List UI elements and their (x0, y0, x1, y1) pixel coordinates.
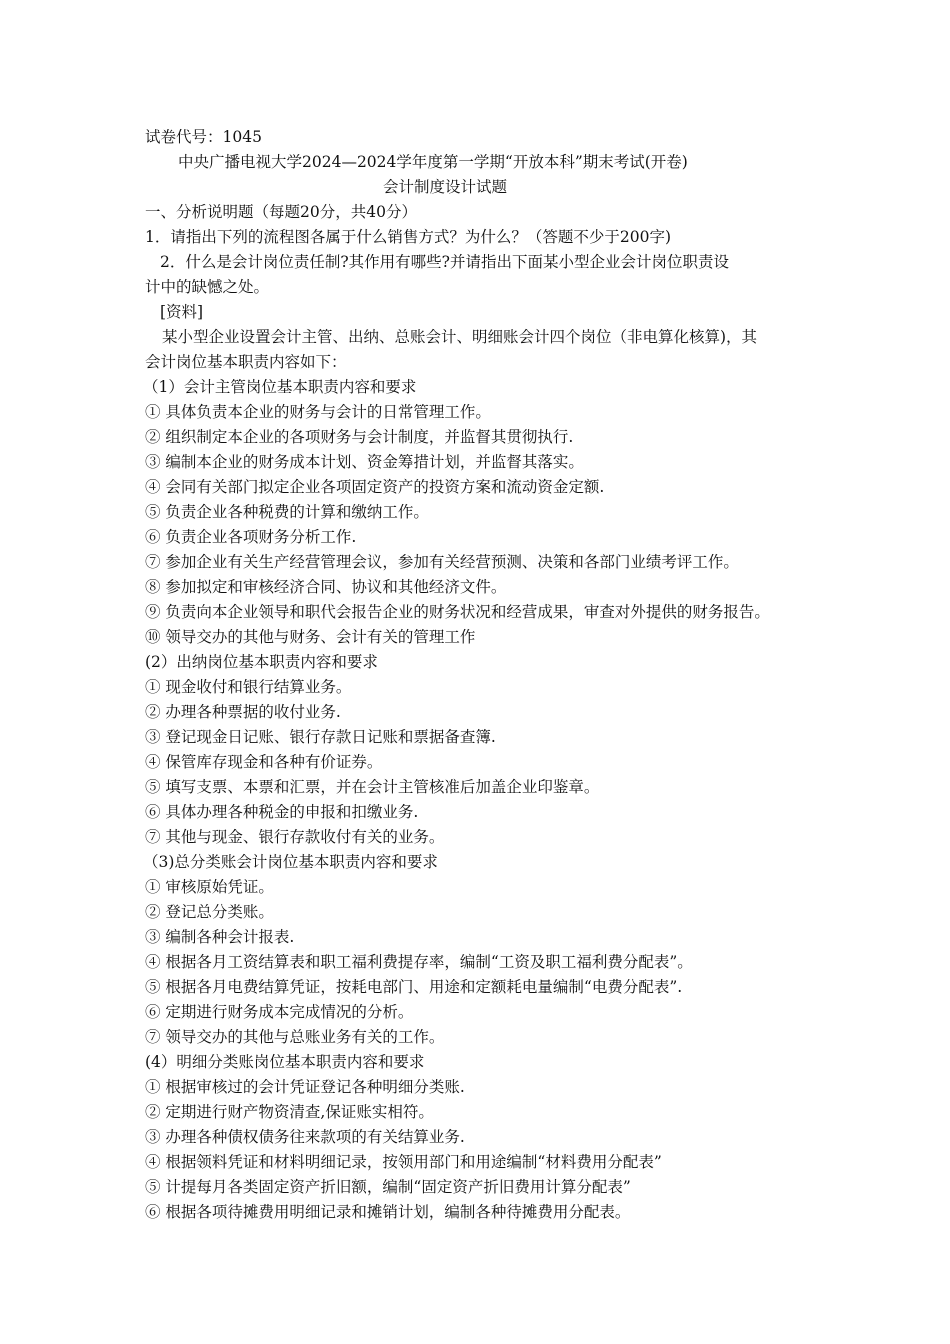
list-item: ④ 根据领料凭证和材料明细记录，按领用部门和用途编制“材料费用分配表” (145, 1153, 662, 1171)
subsection-title: （3)总分类账会计岗位基本职责内容和要求 (143, 853, 438, 871)
list-item: ⑦ 参加企业有关生产经营管理会议，参加有关经营预测、决策和各部门业绩考评工作。 (145, 553, 739, 571)
list-item: ① 审核原始凭证。 (145, 878, 274, 896)
list-item: ④ 会同有关部门拟定企业各项固定资产的投资方案和流动资金定额. (145, 478, 605, 496)
paper-code: 试卷代号：1045 (145, 128, 262, 146)
list-item: ⑥ 根据各项待摊费用明细记录和摊销计划，编制各种待摊费用分配表。 (145, 1203, 631, 1221)
list-item: ③ 办理各种债权债务往来款项的有关结算业务. (145, 1128, 465, 1146)
list-item: ③ 编制本企业的财务成本计划、资金筹措计划，并监督其落实。 (145, 453, 584, 471)
subsection-title: (2）出纳岗位基本职责内容和要求 (145, 653, 378, 671)
list-item: ⑦ 领导交办的其他与总账业务有关的工作。 (145, 1028, 445, 1046)
list-item: ④ 保管库存现金和各种有价证券。 (145, 753, 383, 771)
list-item: ⑤ 根据各月电费结算凭证，按耗电部门、用途和定额耗电量编制“电费分配表”. (145, 978, 683, 996)
list-item: ② 登记总分类账。 (145, 903, 274, 921)
list-item: ① 根据审核过的会计凭证登记各种明细分类账. (145, 1078, 465, 1096)
question-2-line-1: 2．什么是会计岗位责任制?其作用有哪些?并请指出下面某小型企业会计岗位职责设 (160, 253, 729, 271)
list-item: ⑥ 定期进行财务成本完成情况的分析。 (145, 1003, 414, 1021)
material-label: [资料] (160, 303, 204, 321)
list-item: ⑩ 领导交办的其他与财务、会计有关的管理工作 (145, 628, 476, 646)
list-item: ② 定期进行财产物资清查,保证账实相符。 (145, 1103, 434, 1121)
question-2-line-2: 计中的缺憾之处。 (145, 278, 270, 296)
list-item: ② 办理各种票据的收付业务. (145, 703, 341, 721)
list-item: ⑧ 参加拟定和审核经济合同、协议和其他经济文件。 (145, 578, 507, 596)
list-item: ④ 根据各月工资结算表和职工福利费提存率，编制“工资及职工福利费分配表”。 (145, 953, 693, 971)
list-item: ③ 编制各种会计报表. (145, 928, 295, 946)
list-item: ③ 登记现金日记账、银行存款日记账和票据备查簿. (145, 728, 496, 746)
intro-line-1: 某小型企业设置会计主管、出纳、总账会计、明细账会计四个岗位（非电算化核算)，其 (162, 328, 758, 346)
section-heading: 一、分析说明题（每题20分，共40分） (145, 203, 417, 221)
list-item: ⑥ 负责企业各项财务分析工作. (145, 528, 357, 546)
list-item: ⑤ 计提每月各类固定资产折旧额，编制“固定资产折旧费用计算分配表” (145, 1178, 631, 1196)
list-item: ⑦ 其他与现金、银行存款收付有关的业务。 (145, 828, 445, 846)
question-1: 1．请指出下列的流程图各属于什么销售方式？为什么？（答题不少于200字) (145, 228, 671, 246)
subject-title: 会计制度设计试题 (383, 178, 508, 196)
exam-title: 中央广播电视大学2024—2024学年度第一学期“开放本科”期末考试(开卷) (178, 153, 688, 171)
list-item: ⑤ 填写支票、本票和汇票，并在会计主管核准后加盖企业印鉴章。 (145, 778, 600, 796)
list-item: ⑤ 负责企业各种税费的计算和缴纳工作。 (145, 503, 429, 521)
list-item: ① 现金收付和银行结算业务。 (145, 678, 352, 696)
list-item: ⑥ 具体办理各种税金的申报和扣缴业务. (145, 803, 419, 821)
list-item: ② 组织制定本企业的各项财务与会计制度，并监督其贯彻执行. (145, 428, 574, 446)
subsection-title: （1）会计主管岗位基本职责内容和要求 (143, 378, 417, 396)
list-item: ① 具体负责本企业的财务与会计的日常管理工作。 (145, 403, 491, 421)
list-item: ⑨ 负责向本企业领导和职代会报告企业的财务状况和经营成果，审查对外提供的财务报告。 (145, 603, 770, 621)
subsection-title: (4）明细分类账岗位基本职责内容和要求 (145, 1053, 425, 1071)
intro-line-2: 会计岗位基本职责内容如下： (145, 353, 347, 371)
